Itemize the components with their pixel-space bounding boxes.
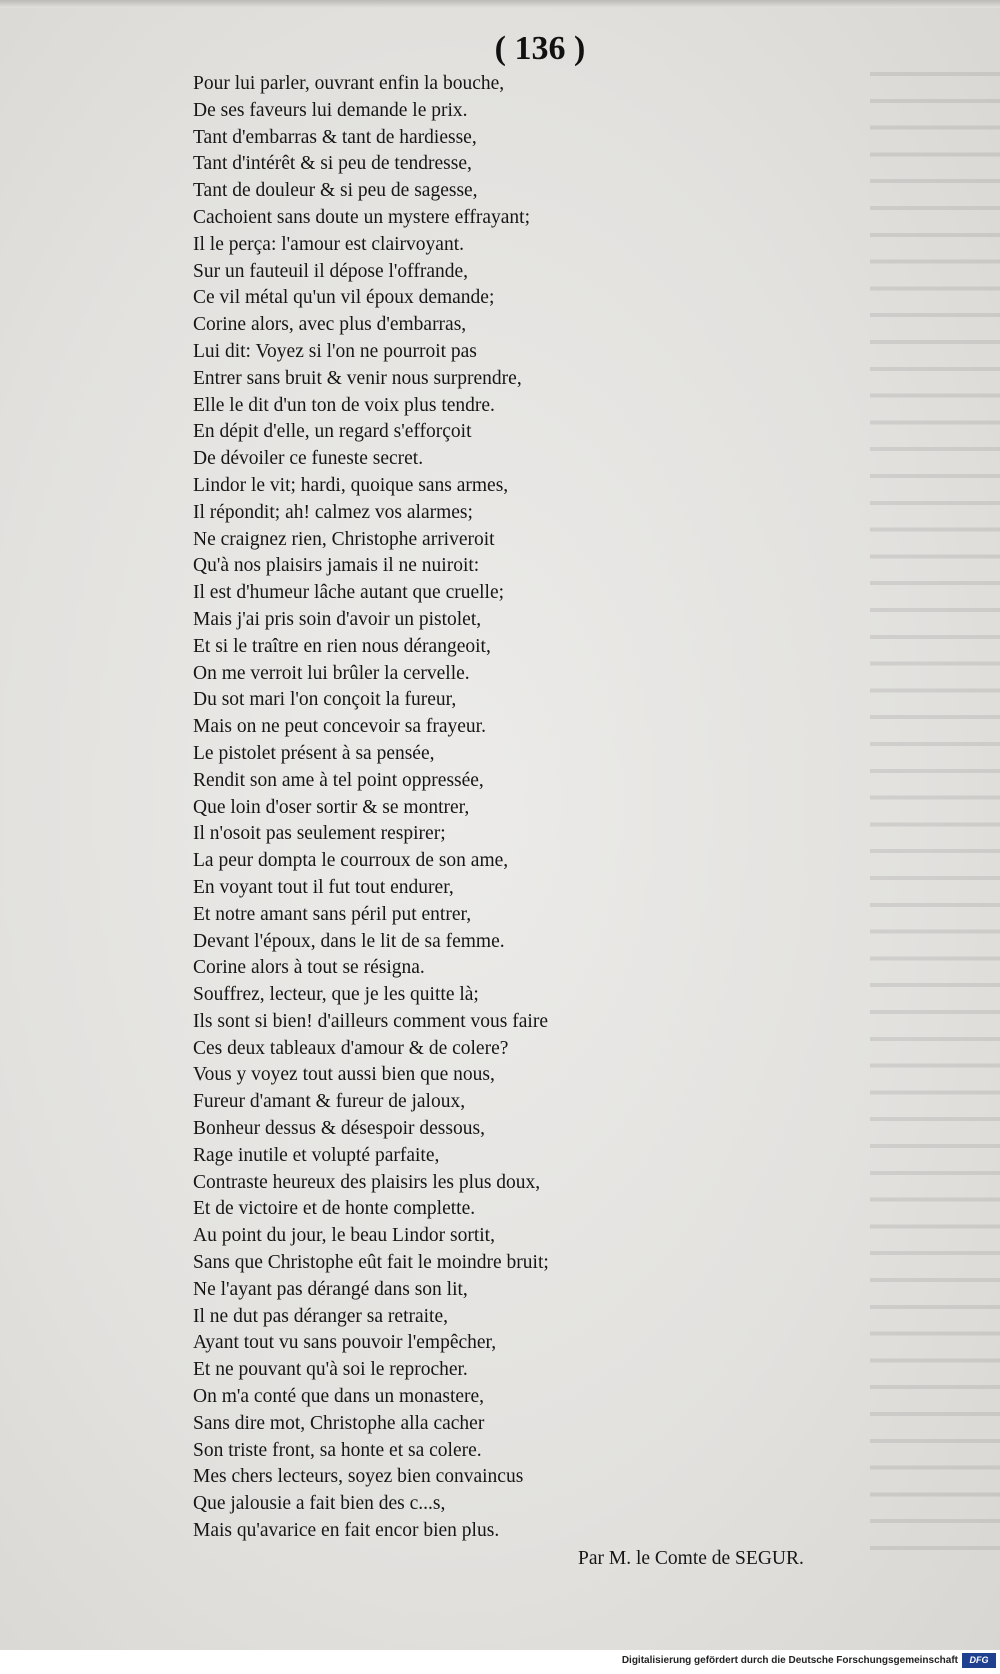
poem-line: Sur un fauteuil il dépose l'offrande, bbox=[193, 260, 468, 282]
poem-line: On me verroit lui brûler la cervelle. bbox=[193, 662, 470, 684]
poem-line: De dévoiler ce funeste secret. bbox=[193, 448, 424, 470]
poem-line: Mais on ne peut concevoir sa frayeur. bbox=[193, 716, 486, 738]
page-top-edge bbox=[0, 0, 1000, 8]
poem-line: Cachoient sans doute un mystere effrayant; bbox=[193, 206, 530, 228]
poem-line: Au point du jour, le beau Lindor sortit, bbox=[193, 1225, 495, 1247]
poem-line: La peur dompta le courroux de son ame, bbox=[193, 850, 509, 872]
poem-line: Que loin d'oser sortir & se montrer, bbox=[193, 796, 470, 818]
poem-line: Sans dire mot, Christophe alla cacher bbox=[193, 1412, 485, 1434]
poem-line: Ayant tout vu sans pouvoir l'empêcher, bbox=[193, 1332, 497, 1354]
poem-line: Rage inutile et volupté parfaite, bbox=[193, 1144, 440, 1166]
poem-line: Du sot mari l'on conçoit la fureur, bbox=[193, 689, 457, 711]
poem-line: Et de victoire et de honte complette. bbox=[193, 1198, 476, 1220]
footer-credit: Digitalisierung gefördert durch die Deutsche Forschungsgemeinschaft bbox=[621, 1655, 958, 1666]
poem-line: Il n'osoit pas seulement respirer; bbox=[193, 823, 446, 845]
poem-line: Rendit son ame à tel point oppressée, bbox=[193, 769, 484, 791]
poem-line: Pour lui parler, ouvrant enfin la bouche, bbox=[193, 73, 505, 94]
poem-line: On m'a conté que dans un monastere, bbox=[193, 1386, 485, 1408]
poem-line: Il répondit; ah! calmez vos alarmes; bbox=[193, 501, 473, 523]
poem-line: Et notre amant sans péril put entrer, bbox=[193, 903, 472, 925]
author-signature: Par M. le Comte de SEGUR. bbox=[578, 1548, 804, 1569]
poem-line: Lindor le vit; hardi, quoique sans armes, bbox=[193, 474, 509, 496]
poem-line: Fureur d'amant & fureur de jaloux, bbox=[193, 1091, 466, 1113]
poem-line: Mes chers lecteurs, soyez bien convaincus bbox=[193, 1466, 524, 1488]
poem-line: Mais qu'avarice en fait encor bien plus. bbox=[193, 1520, 500, 1542]
poem-line: Ils sont si bien! d'ailleurs comment vous faire bbox=[193, 1010, 548, 1032]
dfg-logo: DFG bbox=[962, 1653, 996, 1668]
poem-line: Lui dit: Voyez si l'on ne pourroit pas bbox=[193, 340, 477, 362]
page-number: ( 136 ) bbox=[494, 30, 586, 67]
poem-line: Ne l'ayant pas dérangé dans son lit, bbox=[193, 1278, 468, 1300]
poem-line: Ce vil métal qu'un vil époux demande; bbox=[193, 287, 495, 309]
poem-line: Sans que Christophe eût fait le moindre bruit; bbox=[193, 1252, 549, 1274]
poem-line: Ne craignez rien, Christophe arriveroit bbox=[193, 528, 495, 550]
poem-line: En dépit d'elle, un regard s'efforçoit bbox=[193, 421, 472, 443]
poem-line: Et ne pouvant qu'à soi le reprocher. bbox=[193, 1359, 468, 1381]
poem-line: Devant l'époux, dans le lit de sa femme. bbox=[193, 930, 505, 952]
poem-line: Elle le dit d'un ton de voix plus tendre. bbox=[193, 394, 495, 416]
poem-line: Vous y voyez tout aussi bien que nous, bbox=[193, 1064, 495, 1086]
poem-line: Tant d'embarras & tant de hardiesse, bbox=[193, 126, 477, 148]
poem-line: Qu'à nos plaisirs jamais il ne nuiroit: bbox=[193, 555, 480, 577]
poem-line: Corine alors à tout se résigna. bbox=[193, 957, 425, 979]
poem-line: Il est d'humeur lâche autant que cruelle; bbox=[193, 582, 505, 604]
poem-line: Et si le traître en rien nous dérangeoit, bbox=[193, 635, 491, 657]
poem-line: Souffrez, lecteur, que je les quitte là; bbox=[193, 984, 479, 1006]
poem-line: Contraste heureux des plaisirs les plus doux, bbox=[193, 1171, 541, 1193]
poem-line: Il le perça: l'amour est clairvoyant. bbox=[193, 233, 464, 255]
poem-line: Que jalousie a fait bien des c...s, bbox=[193, 1493, 446, 1515]
poem-line: Le pistolet présent à sa pensée, bbox=[193, 742, 435, 764]
poem-line: Tant de douleur & si peu de sagesse, bbox=[193, 180, 478, 202]
poem-line: Corine alors, avec plus d'embarras, bbox=[193, 314, 467, 336]
poem-line: Son triste front, sa honte et sa colere. bbox=[193, 1439, 482, 1461]
poem-line: Entrer sans bruit & venir nous surprendre, bbox=[193, 367, 522, 389]
poem-line: De ses faveurs lui demande le prix. bbox=[193, 99, 468, 121]
poem-line: Tant d'intérêt & si peu de tendresse, bbox=[193, 153, 472, 175]
poem-line: Bonheur dessus & désespoir dessous, bbox=[193, 1118, 485, 1140]
digitization-footer bbox=[0, 1650, 1000, 1674]
poem-line: Ces deux tableaux d'amour & de colere? bbox=[193, 1037, 509, 1059]
poem-line: Mais j'ai pris soin d'avoir un pistolet, bbox=[193, 608, 482, 630]
poem-line: En voyant tout il fut tout endurer, bbox=[193, 876, 454, 898]
poem-line: Il ne dut pas déranger sa retraite, bbox=[193, 1305, 449, 1327]
poem-text bbox=[193, 71, 913, 1545]
